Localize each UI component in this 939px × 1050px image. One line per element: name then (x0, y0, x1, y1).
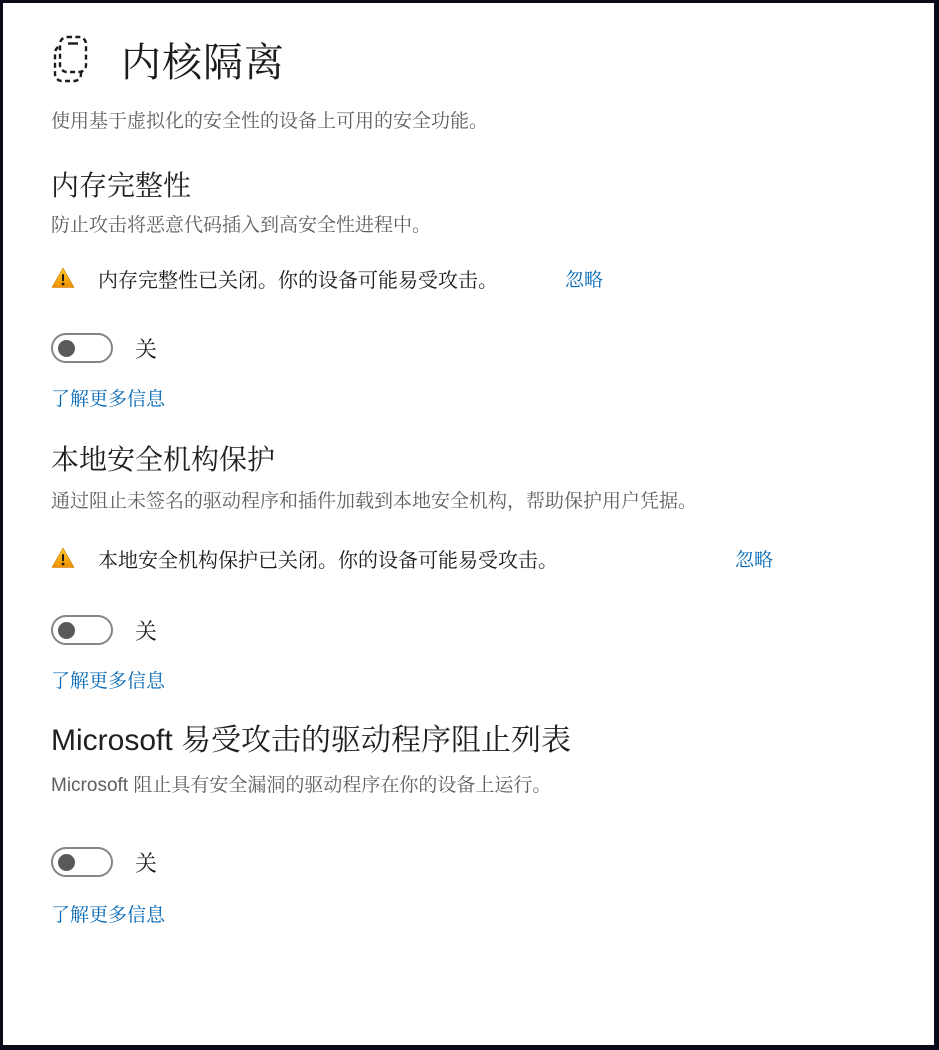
section-memory-integrity (51, 167, 886, 413)
memory-integrity-heading: 内存完整性 (51, 170, 192, 201)
section-lsa-protection (51, 441, 886, 695)
driver-blocklist-description: Microsoft 阻止具有安全漏洞的驱动程序在你的设备上运行。 (51, 775, 552, 796)
toggle-state-label: 关 (135, 850, 158, 876)
memory-integrity-toggle-row (51, 333, 886, 363)
memory-integrity-warning-banner (51, 263, 603, 293)
driver-blocklist-toggle-row (51, 847, 886, 877)
dismiss-link[interactable]: 忽略 (734, 549, 773, 571)
learn-more-link[interactable]: 了解更多信息 (51, 671, 166, 692)
dismiss-link[interactable]: 忽略 (564, 269, 603, 291)
lsa-protection-warning-banner (51, 543, 773, 573)
toggle-state-label: 关 (135, 618, 158, 644)
page-header (51, 33, 886, 85)
warning-triangle-icon (51, 547, 75, 569)
lsa-protection-toggle-row (51, 615, 886, 645)
toggle-knob (58, 340, 75, 357)
learn-more-link[interactable]: 了解更多信息 (51, 389, 166, 410)
lsa-protection-heading: 本地安全机构保护 (51, 444, 276, 475)
lsa-protection-description: 通过阻止未签名的驱动程序和插件加载到本地安全机构，帮助保护用户凭据。 (51, 491, 698, 512)
warning-triangle-icon (51, 267, 75, 289)
toggle-knob (58, 622, 75, 639)
toggle-state-label: 关 (135, 336, 158, 362)
memory-integrity-toggle[interactable] (51, 333, 113, 363)
toggle-knob (58, 854, 75, 871)
section-vulnerable-driver-blocklist (51, 721, 886, 929)
warning-text: 本地安全机构保护已关闭。你的设备可能易受攻击。 (98, 549, 558, 572)
warning-text: 内存完整性已关闭。你的设备可能易受攻击。 (98, 269, 498, 292)
driver-blocklist-toggle[interactable] (51, 847, 113, 877)
core-isolation-page (3, 3, 934, 929)
core-isolation-icon (51, 34, 91, 84)
page-subtitle: 使用基于虚拟化的安全性的设备上可用的安全功能。 (51, 111, 489, 132)
learn-more-link[interactable]: 了解更多信息 (51, 905, 166, 926)
page-title: 内核隔离 (121, 40, 285, 85)
memory-integrity-description: 防止攻击将恶意代码插入到高安全性进程中。 (51, 215, 432, 236)
lsa-protection-toggle[interactable] (51, 615, 113, 645)
driver-blocklist-heading: Microsoft 易受攻击的驱动程序阻止列表 (51, 724, 572, 757)
